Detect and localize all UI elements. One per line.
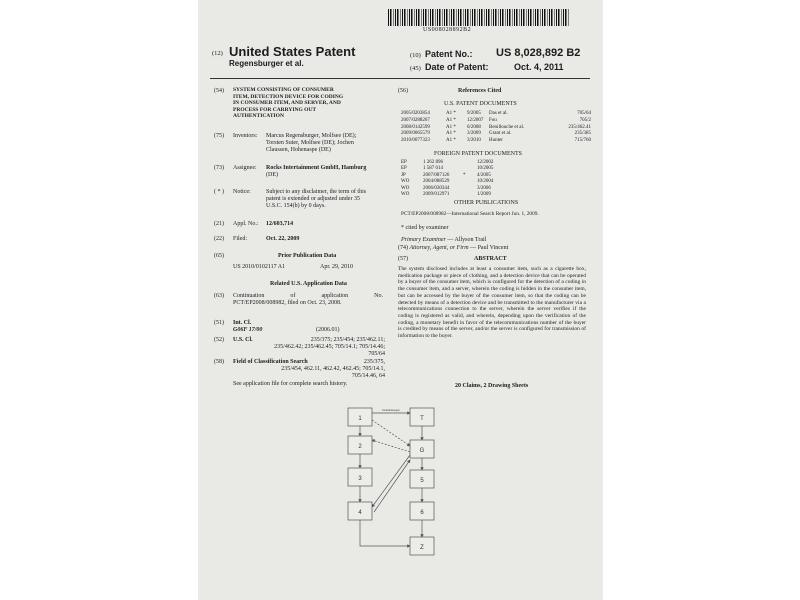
assignee-label: Assignee: bbox=[233, 165, 257, 171]
diagram-box-left-1 bbox=[348, 408, 372, 426]
us-doc-cell: A1 * bbox=[446, 138, 456, 144]
filed-code: (22) bbox=[214, 236, 224, 242]
us-doc-cell: 6/2008 bbox=[467, 124, 481, 130]
uscl-label: U.S. Cl. bbox=[233, 337, 253, 343]
foreign-heading: FOREIGN PATENT DOCUMENTS bbox=[434, 151, 523, 157]
diagram-loop-arrow bbox=[360, 520, 410, 546]
us-doc-cell: 2005/0203854 bbox=[401, 111, 430, 116]
invention-title: SYSTEM CONSISTING OF CONSUMER ITEM, DETECTION DEVICE FOR CODING IN CONSUMER ITEM, AND SERVER, AND PROCESS FOR CARRYING OUT AUTHENTICATION bbox=[233, 87, 344, 120]
abstract-heading: ABSTRACT bbox=[474, 256, 507, 262]
diagram-box-right-T bbox=[410, 408, 434, 426]
date-label: Date of Patent: bbox=[425, 62, 489, 72]
foreign-doc-cell: * bbox=[463, 172, 466, 178]
diagram-box-left-2 bbox=[348, 436, 372, 454]
foreign-doc-cell: 10/2005 bbox=[477, 166, 494, 172]
field-text: 235/375, 235/454, 462.11, 462.42, 462.45; 705/14.1, 705/14.46, 64 bbox=[281, 359, 385, 380]
related-heading: Related U.S. Application Data bbox=[270, 281, 347, 287]
diagram-arrow bbox=[372, 420, 410, 446]
svg-text:Z: Z bbox=[420, 545, 424, 551]
foreign-doc-cell: 1/2009 bbox=[477, 192, 491, 197]
svg-text:T: T bbox=[420, 416, 424, 422]
refs-heading: References Cited bbox=[458, 88, 502, 94]
us-doc-cell: Grant et al. bbox=[489, 131, 512, 137]
us-doc-cell: Das et al. bbox=[489, 111, 508, 116]
us-doc-cell: Hunter bbox=[489, 138, 503, 144]
svg-text:1: 1 bbox=[358, 416, 362, 422]
patent-number: US 8,028,892 B2 bbox=[496, 47, 581, 59]
svg-text:4: 4 bbox=[358, 510, 362, 516]
foreign-doc-cell: EP bbox=[401, 166, 407, 172]
uscl-text: 235/375; 235/454; 235/462.11; 235/462.42; 235/462.45; 705/14.1; 705/14.46; 705/64 bbox=[274, 337, 385, 358]
patent-date: Oct. 4, 2011 bbox=[514, 62, 564, 72]
foreign-doc-cell: 10/2004 bbox=[477, 179, 494, 185]
attorney: (74) Attorney, Agent, or Firm — Paul Vincent bbox=[398, 245, 509, 251]
diagram-box-right-6 bbox=[410, 502, 434, 520]
diagram-arrow bbox=[374, 460, 410, 512]
intcl-date: (2006.01) bbox=[316, 327, 340, 333]
title-code: (54) bbox=[214, 88, 224, 94]
us-doc-cell: A1 * bbox=[446, 111, 456, 116]
appl-number: 12/603,714 bbox=[266, 221, 294, 227]
foreign-doc-cell: 2006/030344 bbox=[423, 185, 450, 191]
assignee-code: (73) bbox=[214, 165, 224, 171]
diagram-box-right-Z bbox=[410, 537, 434, 555]
foreign-doc-cell: 2009/012971 bbox=[423, 192, 450, 197]
patent-page bbox=[198, 0, 603, 600]
foreign-doc-cell: 1 262 896 bbox=[423, 160, 443, 165]
us-doc-cell: 705/64 bbox=[577, 111, 591, 116]
foreign-doc-cell: WO bbox=[401, 185, 410, 191]
us-doc-cell: A1 * bbox=[446, 124, 456, 130]
code-10: (10) bbox=[410, 52, 421, 59]
us-doc-cell: 705/2 bbox=[579, 117, 591, 123]
intcl-code: (51) bbox=[214, 320, 224, 326]
foreign-doc-cell: 12/2002 bbox=[477, 160, 494, 165]
svg-text:3: 3 bbox=[358, 476, 362, 482]
us-doc-cell: 2008/0142599 bbox=[401, 124, 430, 130]
intcl-label: Int. Cl. bbox=[233, 320, 252, 326]
diagram-arrow bbox=[372, 455, 410, 507]
us-doc-cell: 235/385 bbox=[574, 131, 591, 137]
filed-date: Oct. 22, 2009 bbox=[266, 236, 300, 242]
foreign-doc-cell: EP bbox=[401, 160, 407, 165]
diagram-box-left-4 bbox=[348, 502, 372, 520]
us-doc-cell: 9/2005 bbox=[467, 111, 481, 116]
other-publication: PCT/EP2008/008982—International Search Report Jun. 1, 2009. bbox=[401, 211, 539, 217]
related-code: (63) bbox=[214, 293, 224, 299]
svg-text:5: 5 bbox=[420, 478, 424, 484]
foreign-doc-cell: 4/2005 bbox=[477, 172, 491, 178]
us-doc-cell: 2009/0065579 bbox=[401, 131, 430, 137]
us-doc-cell: 3/2009 bbox=[467, 131, 481, 137]
claims-line: 20 Claims, 2 Drawing Sheets bbox=[455, 383, 529, 389]
svg-text:2: 2 bbox=[358, 444, 362, 450]
uscl-code: (52) bbox=[214, 337, 224, 343]
country-title: United States Patent bbox=[229, 44, 356, 59]
foreign-doc-cell: 1 587 014 bbox=[423, 166, 443, 172]
code-45: (45) bbox=[410, 65, 421, 72]
notice-text: Subject to any disclaimer, the term of this patent is extended or adjusted under 35 U.S.C. 154(b) by 0 days. bbox=[266, 189, 367, 210]
inventors-code: (75) bbox=[214, 133, 224, 139]
svg-text:6: 6 bbox=[420, 510, 424, 516]
us-doc-cell: Fou bbox=[489, 117, 497, 123]
foreign-doc-cell: 3/2006 bbox=[477, 185, 491, 191]
us-doc-cell: Benillouche et al. bbox=[489, 124, 525, 130]
field-label: Field of Classification Search bbox=[233, 359, 308, 365]
appl-label: Appl. No.: bbox=[233, 221, 259, 227]
patent-no-label: Patent No.: bbox=[425, 49, 473, 59]
prior-heading: Prior Publication Data bbox=[278, 253, 337, 259]
refs-code: (56) bbox=[398, 88, 408, 94]
field-code: (58) bbox=[214, 359, 224, 365]
other-heading: OTHER PUBLICATIONS bbox=[454, 200, 519, 206]
appl-code: (21) bbox=[214, 221, 224, 227]
us-doc-cell: 235/462.41 bbox=[568, 124, 591, 130]
code-12: (12) bbox=[212, 50, 223, 57]
foreign-doc-cell: 2004/088529 bbox=[423, 179, 450, 185]
foreign-doc-cell: JP bbox=[401, 172, 406, 178]
prior-pub-date: Apr. 29, 2010 bbox=[320, 264, 353, 270]
us-docs-heading: U.S. PATENT DOCUMENTS bbox=[444, 101, 517, 107]
diagram-arrow-label: Codeablesegen bbox=[381, 409, 401, 412]
primary-examiner: Primary Examiner — Allyson Trail bbox=[401, 237, 487, 243]
assignee-text: Rocks Intertainment GmbH, Hamburg (DE) bbox=[266, 165, 367, 179]
prior-code: (65) bbox=[214, 253, 224, 259]
abstract-text: The system disclosed includes at least a consumer item, such as a cigarette box, medication package or piece of clothing, and a detection device that can be operated by a buyer of the consumer item, which is configured for the detection of a coding in the consumer item, and a server, wherein the coding is hidden in the consumer item, but can be accessed by the buyer of the consumer item, so that the coding can be detected by means of a detection device and be transmitted to the manufacturer via a telecommunications connection to the server, wherein the server verifies if the coding is registered as valid, and wherein, depending upon the verification of the coding, a monetary benefit in favor of the telecommunications number of the buyer is credited by means of the server, and/or the server is configured for transmission of information to the buyer. bbox=[398, 266, 586, 340]
inventors-label: Inventors: bbox=[233, 133, 258, 139]
foreign-doc-cell: WO bbox=[401, 179, 410, 185]
barcode-number: US008028892B2 bbox=[423, 27, 472, 33]
us-doc-cell: A1 * bbox=[446, 131, 456, 137]
cited-note: * cited by examiner bbox=[401, 225, 449, 231]
prior-pub-number: US 2010/0102117 A1 bbox=[233, 264, 286, 270]
svg-text:G: G bbox=[419, 448, 425, 454]
related-text: Continuation of application No. PCT/EP2008/008982, filed on Oct. 23, 2008. bbox=[233, 293, 383, 307]
us-doc-cell: 12/2007 bbox=[467, 117, 484, 123]
us-doc-cell: A1 * bbox=[446, 117, 456, 123]
abstract-code: (57) bbox=[398, 256, 408, 262]
foreign-doc-cell: 2007/087126 bbox=[423, 172, 450, 178]
foreign-doc-cell: WO bbox=[401, 192, 410, 197]
us-doc-cell: 2007/0288267 bbox=[401, 117, 430, 123]
diagram-box-left-3 bbox=[348, 468, 372, 486]
inventors-list: Marcus Regensburger, Molfsee (DE); Torsten Suter, Molfsee (DE); Jochen Claussen, Hohenaspe (DE) bbox=[266, 133, 357, 154]
search-note: See application file for complete search history. bbox=[233, 381, 348, 387]
intcl-class: G06F 17/00 bbox=[233, 327, 263, 333]
diagram-box-right-G bbox=[410, 440, 434, 458]
us-doc-cell: 715/760 bbox=[574, 138, 591, 144]
notice-label: Notice: bbox=[233, 189, 251, 195]
diagram-box-right-5 bbox=[410, 470, 434, 488]
inventor-short: Regensburger et al. bbox=[229, 59, 304, 68]
filed-label: Filed: bbox=[233, 236, 248, 242]
flow-diagram bbox=[198, 0, 603, 600]
us-doc-cell: 2010/0077323 bbox=[401, 138, 430, 144]
us-doc-cell: 3/2010 bbox=[467, 138, 481, 144]
notice-code: ( * ) bbox=[214, 189, 224, 195]
